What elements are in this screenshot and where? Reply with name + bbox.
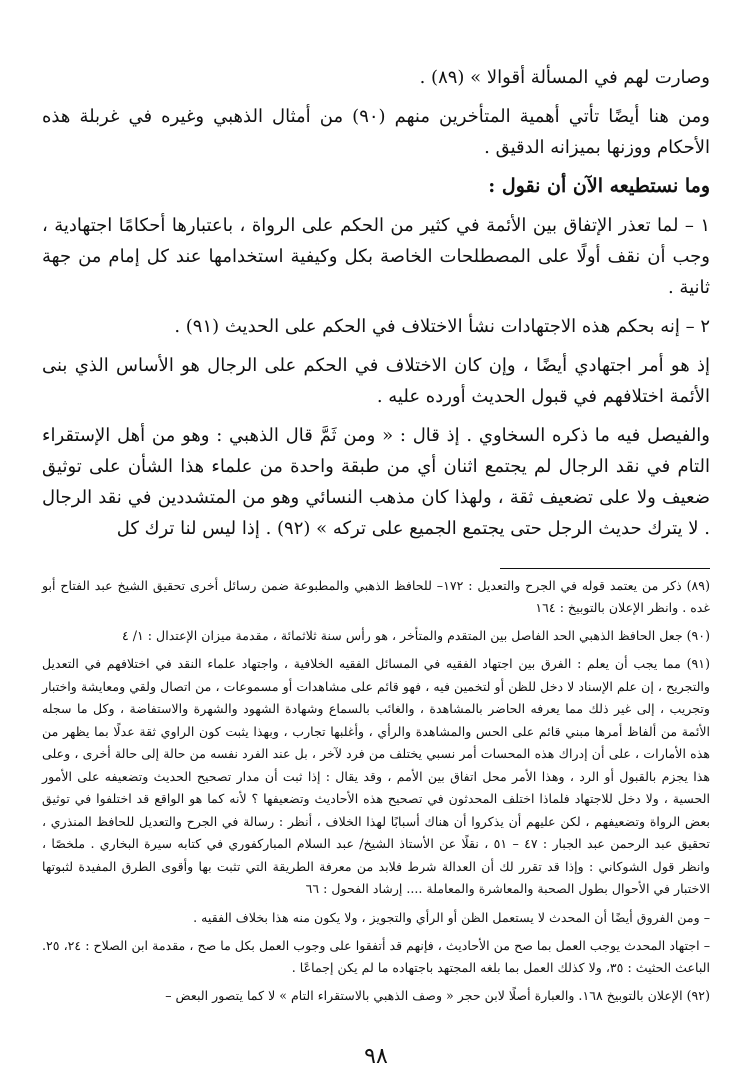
point-1: ١ – لما تعذر الإتفاق بين الأئمة في كثير من الحكم على الرواة ، باعتبارها أحكامًا اجتهادية ، وجب أن نقف أولًا على المصطلحات الخاصة بكل وكيفية استخدامها عند كل إمام من جهة ثانية . [42,215,710,298]
paragraph-2: ومن هنا أيضًا تأتي أهمية المتأخرين منهم (٩٠) من أمثال الذهبي وغيره في غربلة هذه الأحكام ووزنها بميزانه الدقيق . [42,106,710,158]
paragraph-3: إذ هو أمر اجتهادي أيضًا ، وإن كان الاختلاف في الحكم على الرجال هو الأساس الذي بنى الأئمة اختلافهم في قبول الحديث أورده عليه . [42,355,710,407]
footnotes [42,575,710,1007]
footnote-90: (٩٠) جعل الحافظ الذهبي الحد الفاصل بين المتقدم والمتأخر ، هو رأس سنة ثلاثمائة ، مقدمة ميزان الإعتدال : ١/ ٤ [122,628,710,643]
footnote-89: (٨٩) ذكر من يعتمد قوله في الجرح والتعديل : ١٧٢– للحافظ الذهبي والمطبوعة ضمن رسائل أخرى تحقيق الشيخ عبد الفتاح أبو غده . وانظر الإعلان بالتوبيخ : ١٦٤ [42,578,710,615]
section-heading: وما نستطيعه الآن أن نقول : [488,175,710,197]
footnote-91-addendum-1: – ومن الفروق أيضًا أن المحدث لا يستعمل الظن أو الرأي والتجويز ، ولا يكون منه هذا بخلاف الفقيه . [193,909,710,925]
paragraph-4: والفيصل فيه ما ذكره السخاوي . إذ قال : « ومن ثَمَّ قال الذهبي : وهو من أهل الإستقراء التام في نقد الرجال لم يجتمع اثنان أي من طبقة واحدة من علماء هذا الشأن على توثيق ضعيف ولا على تضعيف ثقة ، ولهذا كان مذهب النسائي وهو من المتشددين في نقد الرجال . لا يترك حديث الرجل حتى يجتمع الجميع على تركه » (٩٢) . إذا ليس لنا ترك كل [42,425,710,539]
footnote-divider [500,568,710,569]
main-text [42,62,710,544]
paragraph-1: وصارت لهم في المسألة أقوالا » (٨٩) . [419,67,710,88]
point-2: ٢ – إنه بحكم هذه الاجتهادات نشأ الاختلاف في الحكم على الحديث (٩١) . [174,316,710,337]
footnote-92: (٩٢) الإعلان بالتوبيخ ١٦٨. والعبارة أصلًا لابن حجر « وصف الذهبي بالاستقراء التام » لا كما يتصور البعض – [165,987,710,1003]
page-number: ٩٨ [364,1044,388,1069]
footnote-91: (٩١) مما يجب أن يعلم : الفرق بين اجتهاد الفقيه في المسائل الفقيه الخلافية ، واجتهاد علماء النقد في اختلافهم في التعديل والتجريح ، إن علم الإسناد لا دخل للظن أو لتخمين فيه ، فهو قائم على مشاهدات أو مسموعات ، من اتصال ولقي ومعايشة واختبار وتجريب ، إلى غير ذلك مما يعرفه الحاضر بالمشاهدة ، والغائب بالسماع وشهادة الشهود والشهرة والاستفاضة ، وكل ما سجله الأئمة من ألفاظ أمرها مبني قائم على الحس والمشاهدة والرأي ، وأغلبها تجارب ، وبهذا يثبت كون الراوي ثقة عدلًا بما يظهر من هذه الأمارات ، على أن إدراك هذه المحسات أمر نسبي يختلف من فرد لآخر ، بل عند الفرد نفسه من حالة إلى حالة أخرى ، وعلى هذا يجزم بالقبول أو الرد ، وهذا الأمر محل اتفاق بين الأمم ، وقد يقال : إذا ثبت أن مدار تصحيح الحديث وتضعيفه على الأمور الحسية ، ولا دخل للاجتهاد فلماذا اختلف المحدثون في تصحيح هذه الأحاديث وتضعيفها ؟ لأنه كما هو الواقع قد اختلفوا في توثيق بعض الرواة وتضعيفهم ، لكن عليهم أن يذكروا أن هناك أسبابًا لهذا الخلاف ، أنظر : رسالة في الجرح والتعديل للحافظ المنذري ، تحقيق عبد الرحمن عبد الجبار : ٤٧ – ٥١ ، نقلًا عن الأستاذ الشيخ/ عبد السلام المباركفوري في كتابه سيرة البخاري . ملخصًا ، وانظر قول الشوكاني : وإذا قد تقرر لك أن العدالة شرط فلابد من معرفة الطريقة التي تثبت بها وأقوى الطرق المفيدة لثبوتها الاختبار في الأحوال بطول الصحبة والمعاشرة والمعاملة .... إرشاد الفحول : ٦٦ [42,656,710,896]
footnote-91-addendum-2: – اجتهاد المحدث يوجب العمل بما صح من الأحاديث ، فإنهم قد أتفقوا على وجوب العمل بكل ما صح ، مقدمة ابن الصلاح : ٢٤، ٢٥. الباعث الحثيث : ٣٥، ولا كذلك العمل بما بلغه المجتهد باجتهاده ما لم يكن إجماعًا . [42,937,710,975]
